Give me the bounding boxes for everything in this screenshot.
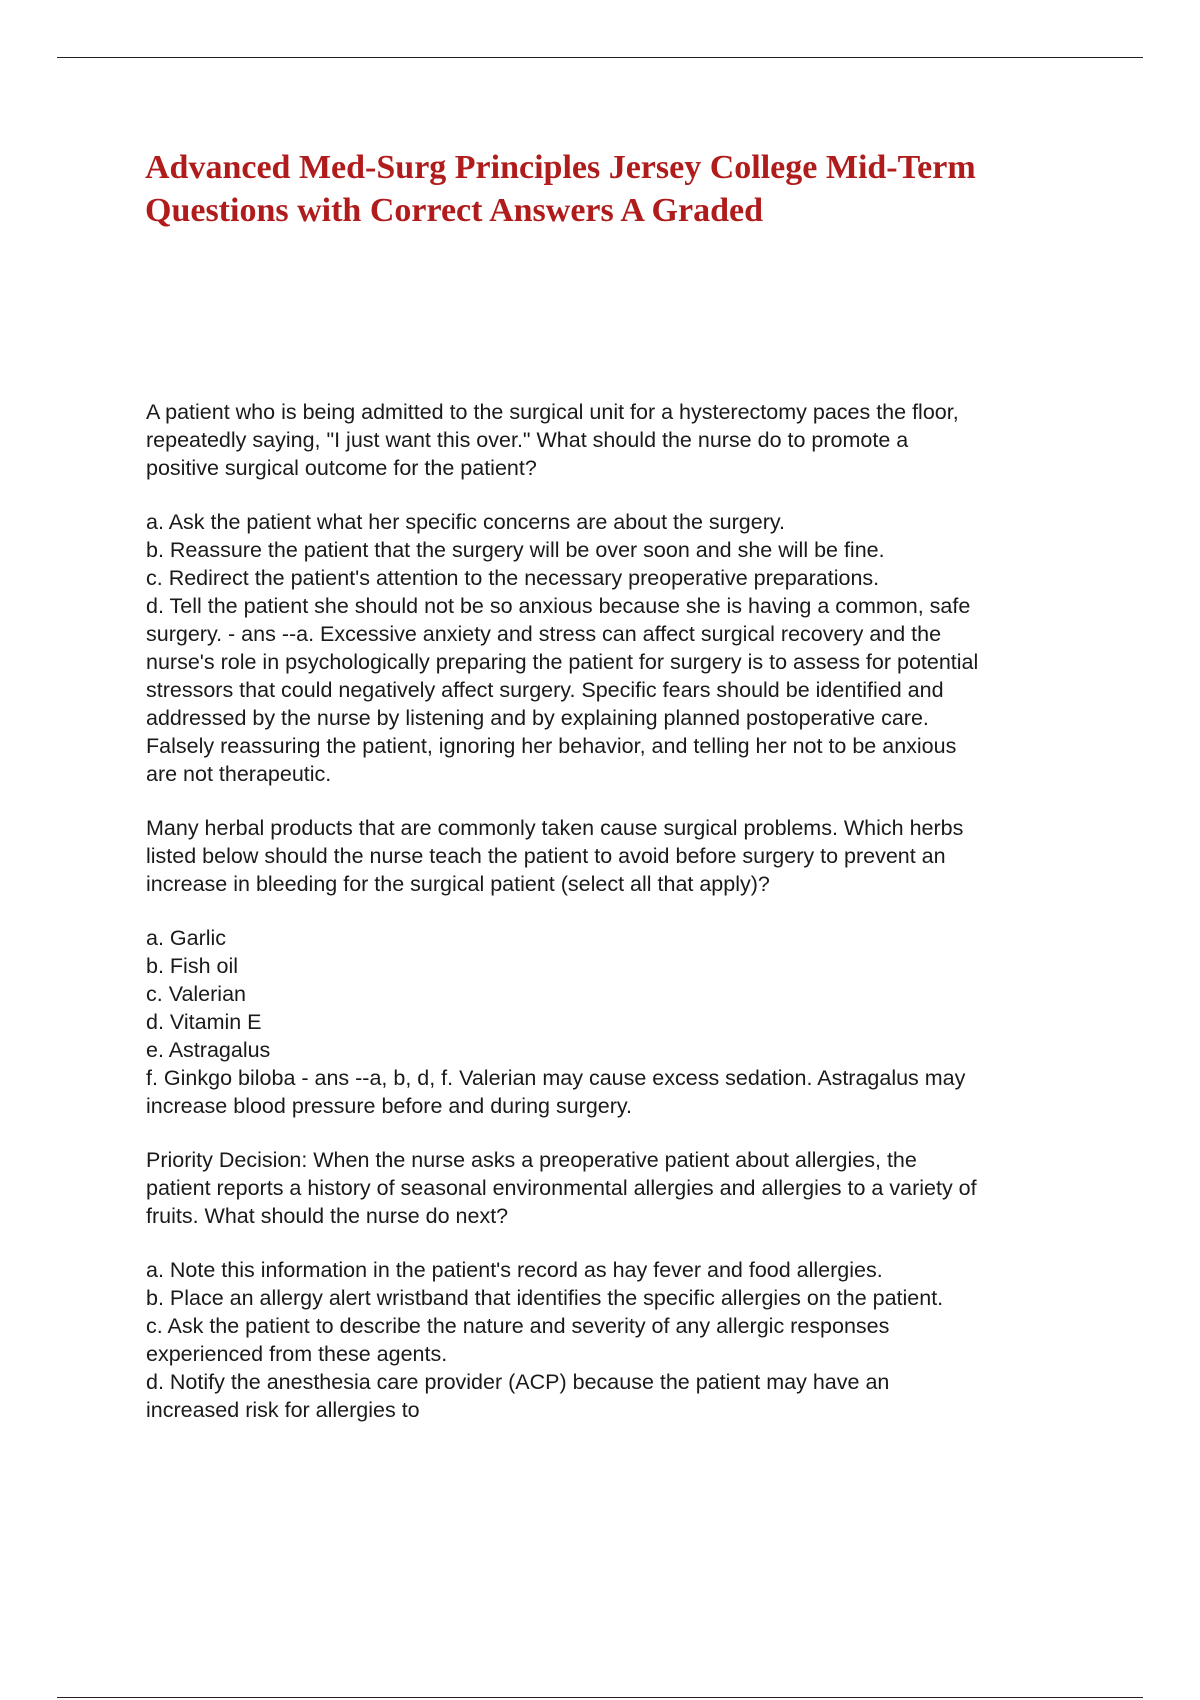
header-rule: [57, 57, 1143, 58]
text-line: b. Reassure the patient that the surgery will be over soon and she will be fine.: [146, 538, 885, 562]
text-line: f. Ginkgo biloba - ans --a, b, d, f. Valerian may cause excess sedation. Astragalus may: [146, 1066, 966, 1090]
text-line: increase blood pressure before and during surgery.: [146, 1094, 633, 1118]
footer-rule: [57, 1697, 1143, 1698]
text-line: positive surgical outcome for the patient?: [146, 456, 537, 480]
text-line: increase in bleeding for the surgical patient (select all that apply)?: [146, 872, 770, 896]
text-line: surgery. - ans --a. Excessive anxiety and stress can affect surgical recovery and the: [146, 622, 942, 646]
question-3-stem: [146, 1146, 1096, 1230]
text-line: c. Ask the patient to describe the nature and severity of any allergic responses: [146, 1314, 890, 1338]
text-line: patient reports a history of seasonal environmental allergies and allergies to a variety of: [146, 1176, 977, 1200]
question-1-stem: [146, 398, 1096, 482]
text-line: Many herbal products that are commonly taken cause surgical problems. Which herbs: [146, 816, 964, 840]
text-line: b. Fish oil: [146, 954, 239, 978]
document-title: [145, 146, 1095, 232]
text-line: addressed by the nurse by listening and by explaining planned postoperative care.: [146, 706, 929, 730]
text-line: a. Garlic: [146, 926, 227, 950]
text-line: Priority Decision: When the nurse asks a preoperative patient about allergies, the: [146, 1148, 917, 1172]
question-1-options-answer: [146, 508, 1096, 788]
text-line: d. Tell the patient she should not be so anxious because she is having a common, safe: [146, 594, 971, 618]
text-line: c. Valerian: [146, 982, 246, 1006]
question-2-stem: [146, 814, 1096, 898]
title-line: Advanced Med-Surg Principles Jersey College Mid-Term: [145, 149, 976, 186]
text-line: d. Notify the anesthesia care provider (ACP) because the patient may have an: [146, 1370, 890, 1394]
text-line: a. Ask the patient what her specific concerns are about the surgery.: [146, 510, 785, 534]
title-line: Questions with Correct Answers A Graded: [145, 192, 763, 229]
question-2-options-answer: [146, 924, 1096, 1120]
text-line: increased risk for allergies to: [146, 1398, 420, 1422]
text-line: A patient who is being admitted to the surgical unit for a hysterectomy paces the floor,: [146, 400, 959, 424]
text-line: are not therapeutic.: [146, 762, 332, 786]
text-line: d. Vitamin E: [146, 1010, 262, 1034]
text-line: b. Place an allergy alert wristband that identifies the specific allergies on the patient.: [146, 1286, 944, 1310]
question-3-options: [146, 1256, 1096, 1424]
text-line: listed below should the nurse teach the patient to avoid before surgery to prevent an: [146, 844, 946, 868]
text-line: Falsely reassuring the patient, ignoring her behavior, and telling her not to be anxious: [146, 734, 957, 758]
text-line: stressors that could negatively affect surgery. Specific fears should be identified and: [146, 678, 944, 702]
text-line: fruits. What should the nurse do next?: [146, 1204, 509, 1228]
text-line: a. Note this information in the patient's record as hay fever and food allergies.: [146, 1258, 883, 1282]
text-line: nurse's role in psychologically preparing the patient for surgery is to assess for potential: [146, 650, 979, 674]
text-line: repeatedly saying, "I just want this over." What should the nurse do to promote a: [146, 428, 909, 452]
text-line: c. Redirect the patient's attention to the necessary preoperative preparations.: [146, 566, 880, 590]
text-line: e. Astragalus: [146, 1038, 271, 1062]
document-body: [146, 398, 1096, 1450]
text-line: experienced from these agents.: [146, 1342, 448, 1366]
